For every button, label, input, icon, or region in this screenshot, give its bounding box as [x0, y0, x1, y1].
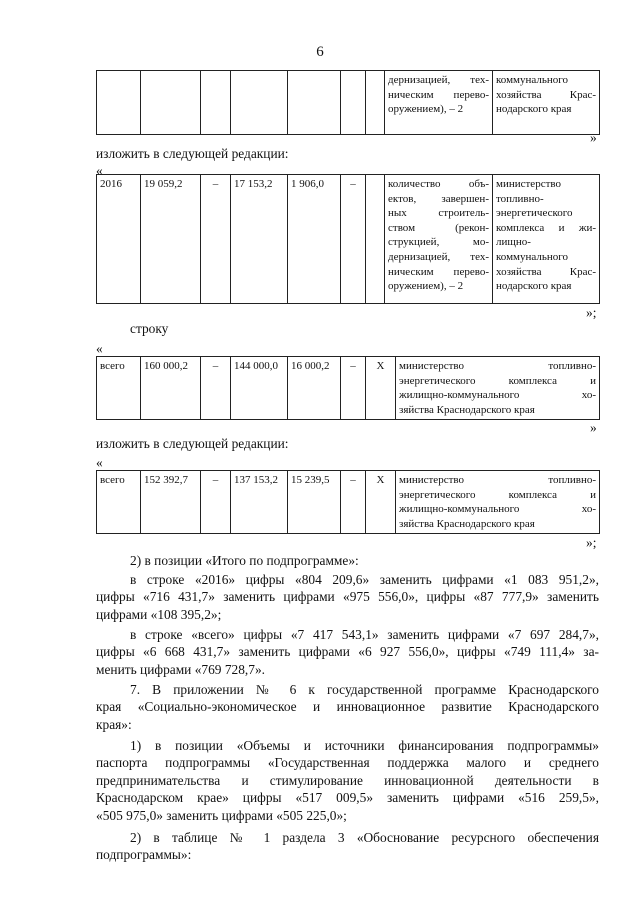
paragraph-vsego [96, 626, 599, 678]
cell-federal: – [201, 357, 231, 420]
cell-federal: – [201, 471, 231, 534]
cell-line: энергетического комплекса и [399, 488, 596, 501]
cell-empty [366, 71, 385, 135]
quote-open: « [96, 163, 103, 178]
cell-regional: 137 153,2 [231, 471, 288, 534]
cell-executor [396, 357, 600, 420]
cell-result [385, 175, 493, 304]
cell-year: 2016 [97, 175, 141, 304]
cell-line: коммунального [496, 250, 568, 263]
text-line: в строке «всего» цифры «7 417 543,1» заменить цифрами «7 697 284,7», [130, 627, 599, 642]
cell-regional: 17 153,2 [231, 175, 288, 304]
cell-executor [493, 71, 600, 135]
cell-federal: – [201, 175, 231, 304]
cell-local: 15 239,5 [288, 471, 341, 534]
cell-empty [366, 175, 385, 304]
text-line: подпрограммы»: [96, 847, 192, 863]
replace-label: изложить в следующей редакции: [96, 146, 289, 161]
quote-open: « [96, 341, 103, 356]
cell-line: зяйства Краснодарского края [399, 517, 535, 530]
cell-line: ническим перево- [388, 88, 489, 101]
cell-line: дернизацией, тех- [388, 250, 489, 263]
paragraph-itogo [96, 552, 599, 569]
text-line: менить цифрами «769 728,7». [96, 661, 265, 677]
text-line: цифры «716 431,7» заменить цифрами «975 556,0», цифры «87 777,9» заменить [96, 589, 599, 605]
text-line: в строке «2016» цифры «804 209,6» заменить цифрами «1 083 951,2», [130, 572, 599, 587]
table-total-old [96, 356, 600, 420]
text-line: 2) в позиции «Итого по подпрограмме»: [130, 553, 359, 568]
cell-empty [341, 71, 366, 135]
text-line: 1) в позиции «Объемы и источники финансирования подпрограммы» [130, 738, 599, 753]
paragraph-table-1 [96, 829, 599, 864]
cell-line: ством (рекон- [388, 221, 489, 234]
page-number: 6 [316, 44, 324, 60]
cell-line: ных строитель- [388, 207, 489, 220]
text-line: цифрами «108 395,2»; [96, 606, 222, 622]
table-2016-row [96, 174, 600, 304]
cell-line: нодарского края [496, 103, 572, 116]
text-line: Краснодарском крае» цифры «517 009,5» заменить цифрами «516 259,5», [96, 790, 599, 806]
cell-x: X [366, 357, 396, 420]
cell-line: министерство [496, 178, 562, 190]
cell-extrabudget: – [341, 357, 366, 420]
cell-line: ническим перево- [388, 265, 489, 278]
cell-empty [288, 71, 341, 135]
cell-total: 19 059,2 [141, 175, 201, 304]
cell-line: энергетического [496, 207, 573, 220]
cell-line: министерство топливно- [399, 360, 596, 372]
text-line: 7. В приложении № 6 к государственной программе Краснодарского [130, 682, 599, 697]
cell-result [385, 71, 493, 135]
quote-close-semi: »; [586, 535, 597, 550]
cell-executor [396, 471, 600, 534]
paragraph-2016 [96, 571, 599, 623]
cell-local: 16 000,2 [288, 357, 341, 420]
cell-line: оружением), – 2 [388, 103, 464, 116]
cell-line: энергетического комплекса и [399, 374, 596, 387]
cell-x: X [366, 471, 396, 534]
text-line: паспорта подпрограммы «Государственная поддержка малого и среднего [96, 755, 599, 771]
cell-line: жилищно-коммунального хо- [399, 503, 596, 516]
cell-empty [201, 71, 231, 135]
cell-line: министерство топливно- [399, 474, 596, 486]
cell-line: ектов, завершен- [388, 192, 489, 205]
cell-line: нодарского края [496, 280, 572, 293]
row-label: строку [130, 321, 169, 336]
cell-local: 1 906,0 [288, 175, 341, 304]
cell-regional: 144 000,0 [231, 357, 288, 420]
cell-line: струкцией, мо- [388, 236, 489, 249]
cell-extrabudget: – [341, 175, 366, 304]
paragraph-appendix-6 [96, 681, 599, 733]
text-line: «505 975,0» заменить цифрами «505 225,0»; [96, 807, 347, 823]
cell-line: хозяйства Крас- [496, 265, 596, 278]
quote-close: » [590, 130, 597, 145]
table-fragment-top [96, 70, 600, 135]
cell-line: оружением), – 2 [388, 280, 464, 293]
quote-close: » [590, 420, 597, 435]
cell-extrabudget: – [341, 471, 366, 534]
cell-line: количество объ- [388, 178, 489, 190]
cell-line: коммунального [496, 74, 568, 86]
paragraph-volumes [96, 737, 599, 824]
quote-open: « [96, 455, 103, 470]
cell-empty [231, 71, 288, 135]
text-line: 2) в таблице № 1 раздела 3 «Обоснование ресурсного обеспечения [130, 830, 599, 845]
cell-label: всего [97, 357, 141, 420]
cell-empty [141, 71, 201, 135]
cell-line: дернизацией, тех- [388, 74, 489, 86]
cell-executor [493, 175, 600, 304]
cell-total: 160 000,2 [141, 357, 201, 420]
cell-label: всего [97, 471, 141, 534]
table-total-new [96, 470, 600, 534]
text-line: предпринимательства и стимулирование инновационной деятельности в [96, 772, 599, 788]
text-line: края»: [96, 716, 132, 732]
cell-line: топливно- [496, 192, 544, 205]
cell-total: 152 392,7 [141, 471, 201, 534]
quote-close-semi: »; [586, 305, 597, 320]
cell-line: хозяйства Крас- [496, 88, 596, 101]
cell-line: лищно- [496, 236, 531, 249]
replace-label: изложить в следующей редакции: [96, 436, 289, 451]
cell-line: жилищно-коммунального хо- [399, 389, 596, 402]
text-line: цифры «6 668 431,7» заменить цифрами «6 927 556,0», цифры «749 111,4» за- [96, 644, 599, 660]
text-line: края «Социально-экономическое и инновационное развитие Краснодарского [96, 699, 599, 715]
cell-line: комплекса и жи- [496, 221, 596, 234]
cell-line: зяйства Краснодарского края [399, 403, 535, 416]
cell-empty [97, 71, 141, 135]
